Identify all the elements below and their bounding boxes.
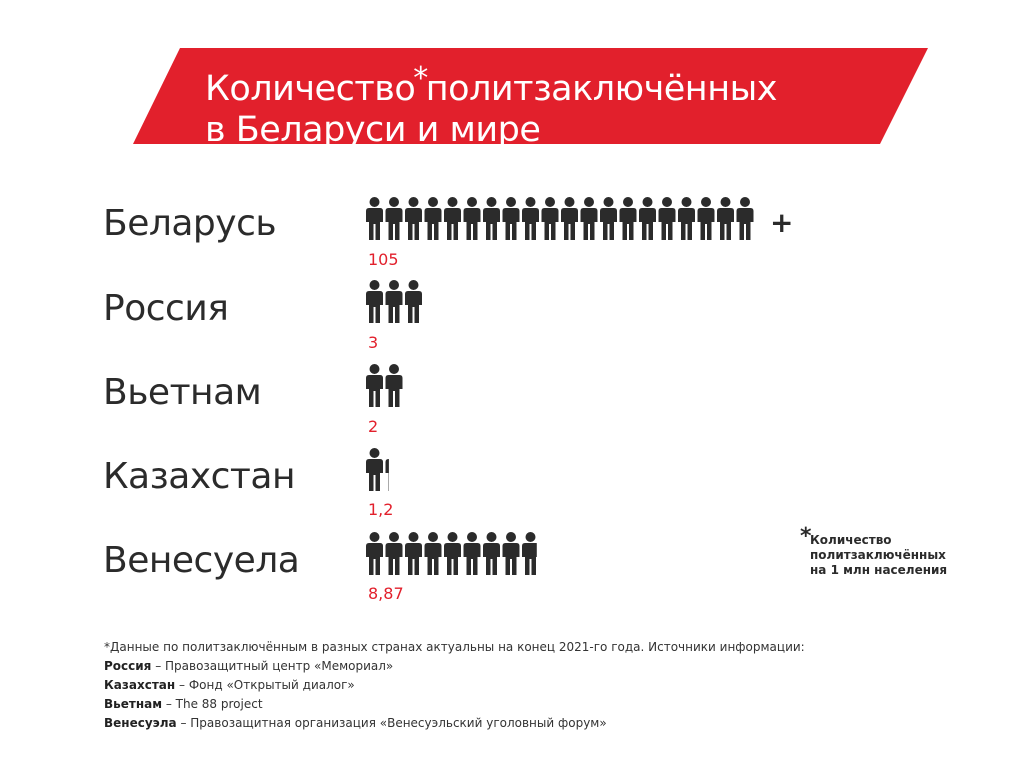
value-label-kazakhstan: 1,2 [368,500,394,519]
country-label-vietnam: Вьетнам [103,372,262,413]
person-icon [405,197,422,240]
value-label-belarus: 105 [368,250,399,269]
pictogram-row-1 [366,280,422,323]
person-icon [522,197,539,240]
person-icon [386,532,403,575]
footnote-source [104,676,805,695]
country-label-venezuela: Венесуела [103,540,300,581]
person-icon [366,532,383,575]
person-icon [405,280,422,323]
footnote-source [104,695,805,714]
person-icon [386,448,403,491]
person-icon [503,197,520,240]
source-country: Казахстан [104,678,176,692]
person-icon [620,197,637,240]
title-asterisk: * [413,61,428,96]
pictogram-row-2 [366,364,403,407]
person-icon [522,532,539,575]
value-label-vietnam: 2 [368,417,379,436]
person-icon [737,197,754,240]
footnote-source [104,657,805,676]
person-icon [698,197,715,240]
footnote-intro: *Данные по политзаключённым в разных странах актуальны на конец 2021-го года. Источники информации: [104,640,805,654]
source-country: Венесуэла [104,716,177,730]
person-icon [405,532,422,575]
person-icon [639,197,656,240]
person-icon [425,532,442,575]
source-country: Вьетнам [104,697,163,711]
person-icon [678,197,695,240]
person-icon [717,197,734,240]
person-icon [386,197,403,240]
person-icon [483,197,500,240]
person-icon [444,197,461,240]
country-label-kazakhstan: Казахстан [103,456,295,497]
person-icon [444,532,461,575]
note-line2: политзаключённых [810,548,946,562]
title-part1: Количество [205,69,416,109]
pictogram-row-4 [366,532,539,575]
value-label-russia: 3 [368,333,379,352]
person-icon [600,197,617,240]
country-label-russia: Россия [103,288,229,329]
person-icon [366,280,383,323]
person-icon [503,532,520,575]
value-label-venezuela: 8,87 [368,584,404,603]
footnote-source [104,714,805,733]
person-icon [366,197,383,240]
person-icon [542,197,559,240]
unit-note [800,524,948,578]
person-icon [425,197,442,240]
source-text: – Фонд «Открытый диалог» [175,678,355,692]
source-country: Россия [104,659,152,673]
footnote [104,638,805,733]
note-line1: Количество [810,533,892,547]
source-text: – Правозащитный центр «Мемориал» [151,659,394,673]
person-icon [366,364,383,407]
person-icon [464,532,481,575]
person-icon [464,197,481,240]
pictogram-row-0 [366,197,754,240]
overflow-plus-marker: + [770,206,794,239]
country-label-belarus: Беларусь [103,203,277,244]
title-line2: в Беларуси и мире [205,110,541,150]
title-part2: политзаключённых [425,69,777,109]
pictogram-row-3 [366,448,403,491]
person-icon [483,532,500,575]
person-icon [386,280,403,323]
note-line3: на 1 млн населения [810,563,948,577]
person-icon [561,197,578,240]
person-icon [386,364,403,407]
note-asterisk: * [800,524,812,549]
source-text: – The 88 project [162,697,263,711]
person-icon [659,197,676,240]
person-icon [581,197,598,240]
source-text: – Правозащитная организация «Венесуэльский уголовный форум» [176,716,607,730]
person-icon [366,448,383,491]
